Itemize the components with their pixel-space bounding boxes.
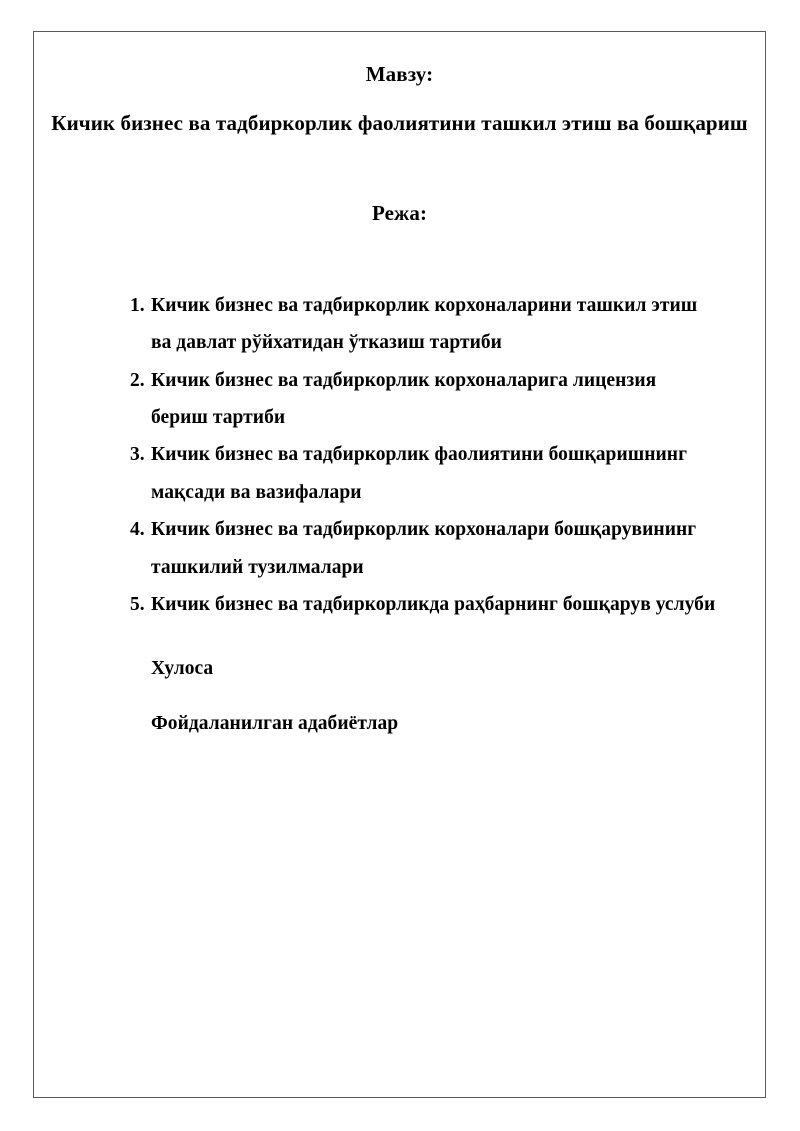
list-item-number: 1. xyxy=(130,294,145,316)
list-item-number: 3. xyxy=(130,444,145,466)
list-item xyxy=(33,511,766,586)
list-item-label: Кичик бизнес ва тадбиркорлик фаолиятини бошқаришнинг мақсади ва вазифалари xyxy=(151,444,688,503)
plan-list xyxy=(33,287,766,624)
list-item-number: 2. xyxy=(130,369,145,391)
title-block xyxy=(33,60,766,143)
plan-heading: Режа: xyxy=(371,200,428,225)
subject-label: Мавзу: xyxy=(365,62,434,86)
list-item-label: Кичик бизнес ва тадбиркорлик корхоналарига лицензия бериш тартиби xyxy=(151,369,657,429)
conclusion-section-label: Хулоса xyxy=(151,657,214,679)
plan-extra-sections xyxy=(33,650,766,743)
list-item-label: Кичик бизнес ва тадбиркорликда раҳбарнинг бошқарув услуби xyxy=(151,594,716,616)
references-section-label: Фойдаланилган адабиётлар xyxy=(151,713,399,735)
list-item xyxy=(33,287,766,362)
list-item xyxy=(33,362,766,437)
page-title: Кичик бизнес ва тадбиркорлик фаолиятини ташкил этиш ва бошқариш xyxy=(51,111,748,136)
list-item xyxy=(33,436,766,511)
document-content xyxy=(33,31,766,1098)
list-item-number: 5. xyxy=(130,594,145,616)
list-item-label: Кичик бизнес ва тадбиркорлик корхоналарини ташкил этиш ва давлат рўйхатидан ўтказиш тартиби xyxy=(151,294,698,354)
list-item-label: Кичик бизнес ва тадбиркорлик корхоналари бошқарувининг ташкилий тузилмалари xyxy=(151,519,697,578)
list-item-number: 4. xyxy=(130,519,145,541)
list-item xyxy=(33,586,766,623)
